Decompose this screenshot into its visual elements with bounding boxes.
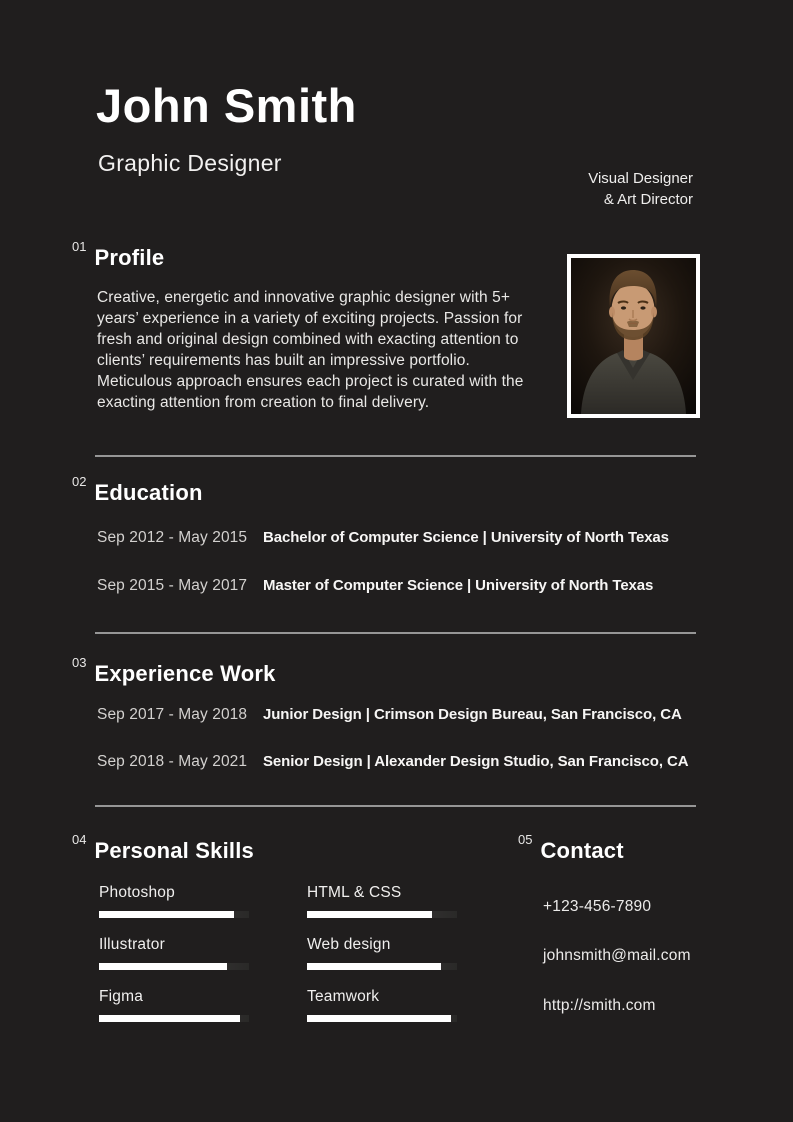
- experience-dates: Sep 2017 - May 2018: [97, 706, 248, 723]
- experience-detail: Senior Design | Alexander Design Studio, San Francisco, CA: [263, 753, 689, 770]
- skill-item: [99, 884, 249, 918]
- education-detail: Bachelor of Computer Science | University of North Texas: [263, 529, 669, 546]
- skill-item: [99, 936, 249, 970]
- education-detail: Master of Computer Science | University of North Texas: [263, 577, 654, 594]
- skill-bar-track: [99, 963, 249, 970]
- section-number: 03: [72, 655, 87, 670]
- education-row: [97, 529, 697, 547]
- skill-item: [307, 884, 457, 918]
- section-heading-profile: [72, 238, 164, 271]
- tagline-line-1: Visual Designer: [588, 170, 693, 187]
- section-title: Profile: [94, 245, 165, 270]
- skill-bar-fill: [99, 1015, 240, 1022]
- skill-bar-track: [307, 911, 457, 918]
- skill-bar-fill: [307, 963, 441, 970]
- education-row: [97, 577, 697, 595]
- contact-email: johnsmith@mail.com: [543, 947, 691, 964]
- section-number: 01: [72, 239, 87, 254]
- person-name: John Smith: [96, 79, 357, 132]
- section-heading-skills: [72, 831, 254, 864]
- skill-item: [307, 936, 457, 970]
- section-title: Personal Skills: [94, 838, 254, 863]
- skill-item: [307, 988, 457, 1022]
- skill-label: Web design: [307, 936, 391, 953]
- experience-row: [97, 706, 697, 724]
- portrait-photo: [567, 254, 700, 418]
- skill-label: Teamwork: [307, 988, 380, 1005]
- section-title: Experience Work: [94, 661, 276, 686]
- education-dates: Sep 2015 - May 2017: [97, 577, 248, 594]
- skill-bar-fill: [99, 911, 234, 918]
- skill-label: HTML & CSS: [307, 884, 402, 901]
- tagline-line-2: & Art Director: [603, 191, 693, 208]
- section-number: 02: [72, 474, 87, 489]
- experience-detail: Junior Design | Crimson Design Bureau, San Francisco, CA: [263, 706, 682, 723]
- skill-bar-track: [307, 963, 457, 970]
- tagline: [588, 168, 693, 210]
- section-heading-education: [72, 473, 203, 506]
- section-number: 05: [518, 832, 533, 847]
- divider: [95, 805, 696, 807]
- section-heading-contact: [518, 831, 624, 864]
- contact-phone: +123-456-7890: [543, 898, 652, 915]
- skill-bar-fill: [307, 1015, 451, 1022]
- section-title: Education: [94, 480, 203, 505]
- divider: [95, 455, 696, 457]
- education-dates: Sep 2012 - May 2015: [97, 529, 248, 546]
- job-title: Graphic Designer: [98, 150, 282, 176]
- section-heading-experience: [72, 654, 276, 687]
- divider: [95, 632, 696, 634]
- skill-bar-track: [307, 1015, 457, 1022]
- section-title: Contact: [540, 838, 624, 863]
- contact-website: http://smith.com: [543, 997, 656, 1014]
- profile-paragraph: Creative, energetic and innovative graphic designer with 5+ years’ experience in a variety of exciting projects. Passion for fresh and original design combined with exacting attention to clients’ requirements has built an impressive portfolio. Meticulous approach ensures each project is curated with the exacting attention from creation to final delivery.: [97, 289, 524, 411]
- skill-bar-track: [99, 1015, 249, 1022]
- skill-item: [99, 988, 249, 1022]
- skill-label: Illustrator: [99, 936, 165, 953]
- experience-row: [97, 753, 697, 771]
- skill-bar-fill: [99, 963, 227, 970]
- portrait-illustration: [571, 258, 696, 414]
- skill-bar-fill: [307, 911, 432, 918]
- skill-label: Figma: [99, 988, 144, 1005]
- skill-label: Photoshop: [99, 884, 175, 901]
- skill-bar-track: [99, 911, 249, 918]
- section-number: 04: [72, 832, 87, 847]
- experience-dates: Sep 2018 - May 2021: [97, 753, 248, 770]
